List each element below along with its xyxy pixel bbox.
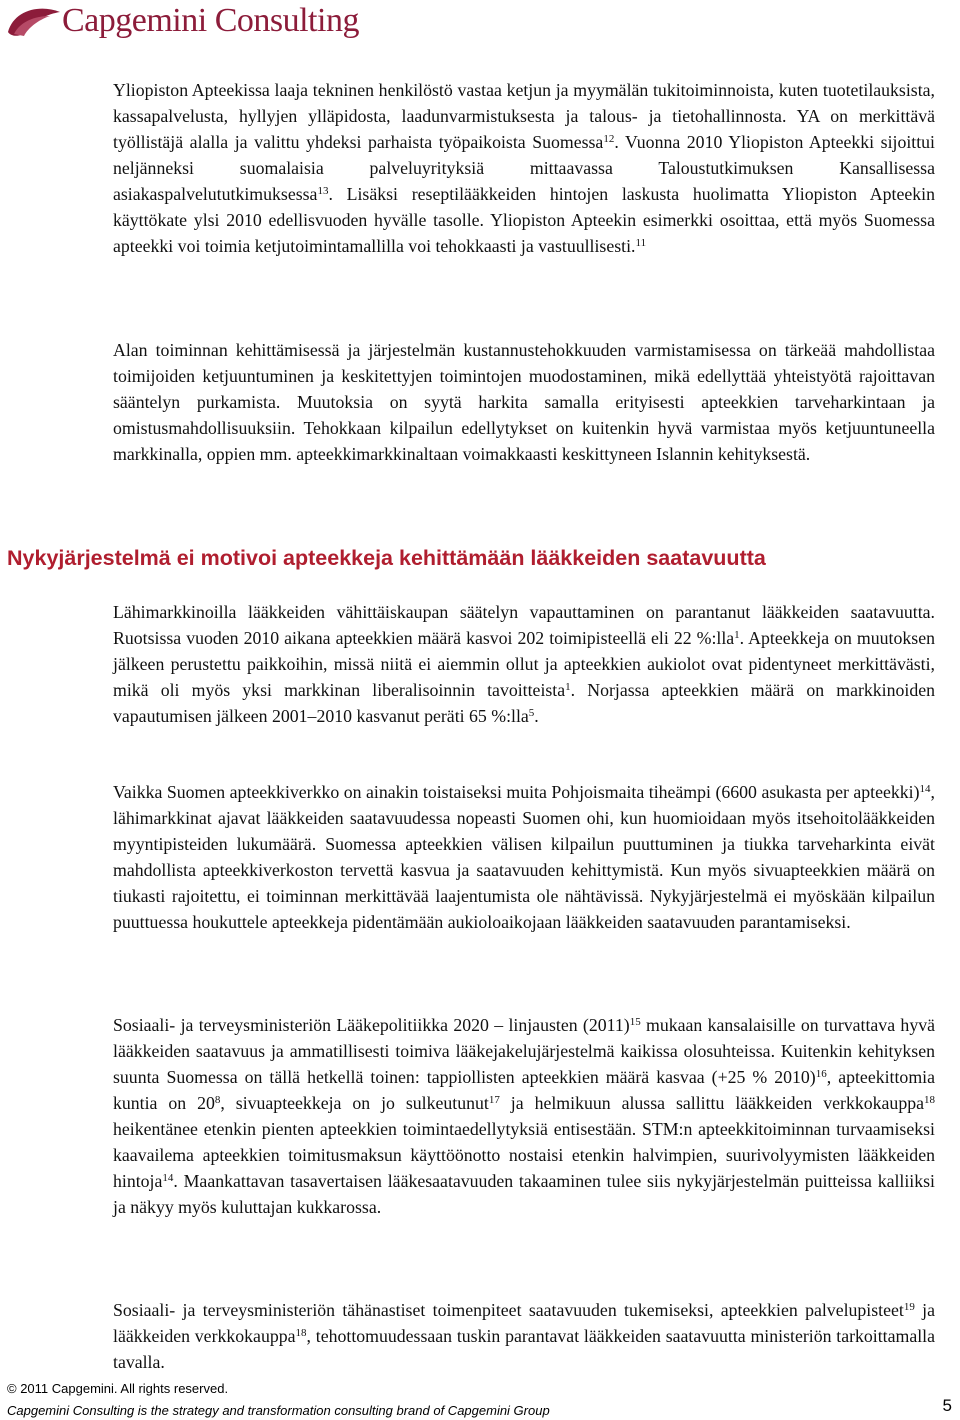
text-span: . Lisäksi reseptilääkkeiden hintojen laskusta huolimatta Yliopiston Apteekin käyttökate ylsi 2010 edellisvuoden hyvälle tasolle. Yliopiston Apteekin esimerkki osoittaa, että myös Suomessa apteekki voi toimia ketjutoimintamallilla voi tehokkaasti ja vastuullisesti. — [113, 184, 935, 256]
section-heading: Nykyjärjestelmä ei motivoi apteekkeja kehittämään lääkkeiden saatavuutta — [7, 546, 766, 570]
text-span: Alan toiminnan kehittämisessä ja järjestelmän kustannustehokkuuden varmistamisessa on tärkeää mahdollistaa toimijoiden ketjuuntuminen ja keskitettyjen toimintojen muodostaminen, mikä edellyttää yhteistyötä rajoittavan sääntelyn purkamista. Muutoksia on syytä harkita samalla erityisesti apteekkien tarveharkintaan ja omistusmahdollisuuksiin. Tehokkaan kilpailun edellytykset on kuitenkin hyvä varmistaa myös ketjuuntuneella markkinalla, oppien mm. apteekkimarkkinaltaan voimakkaasti keskittyneen Islannin kehityksestä. — [113, 340, 935, 464]
footnote-ref: 19 — [903, 1301, 915, 1313]
company-logo-text: Capgemini Consulting — [62, 2, 359, 39]
footnote-ref: 1 — [565, 681, 571, 693]
copyright-notice: © 2011 Capgemini. All rights reserved. — [7, 1381, 229, 1396]
text-span: , lähimarkkinat ajavat lääkkeiden saatavuudessa nopeasti Suomen ohi, kun huomioidaan myös itsehoitolääkkeiden myyntipisteiden lukumäärä. Suomessa apteekkien välisen kilpailun puuttuminen ja tiukka tarveharkinta eivät mahdollista apteekkiverkoston tervettä kasvua ja saatavuuden kehittymistä. Kun myös sivuapteekkien määrä on tiukasti rajoitettu, ei toiminnan merkittävää laajentumista ole nähtävissä. Nykyjärjestelmä ei myöskään kilpailun puuttuessa houkuttele apteekkeja pidentämään aukioloaikojaan lääkkeiden saatavuuden parantamiseksi. — [113, 782, 935, 932]
footnote-ref: 13 — [317, 185, 329, 197]
footnote-ref: 8 — [214, 1094, 221, 1106]
footnote-ref: 17 — [488, 1094, 500, 1106]
text-span: Sosiaali- ja terveysministeriön tähänastiset toimenpiteet saatavuuden tukemiseksi, apteekkien palvelupisteet — [113, 1300, 904, 1320]
text-span: ja lääkkeiden verkkokauppa — [113, 1300, 935, 1346]
footnote-ref: 18 — [295, 1327, 307, 1339]
text-span: Lähimarkkinoilla lääkkeiden vähittäiskaupan säätelyn vapauttaminen on parantanut lääkkeiden saatavuutta. Ruotsissa vuoden 2010 aikana apteekkien määrä kasvoi 202 toimipisteellä eli 22 %:lla — [113, 602, 935, 648]
text-span: Vaikka Suomen apteekkiverkko on ainakin toistaiseksi muita Pohjoismaita tiheämpi (6600 asukasta per apteekki) — [113, 782, 920, 802]
footnote-ref: 11 — [635, 237, 647, 249]
text-span: . — [534, 706, 539, 726]
footnote-ref: 15 — [629, 1016, 641, 1028]
paragraph-sosiaali-ja-terveysministerion-linjaukset — [113, 1012, 935, 1220]
capgemini-spade-logo-icon — [4, 2, 62, 42]
page-header — [0, 0, 960, 50]
text-span: Yliopiston Apteekissa laaja tekninen henkilöstö vastaa ketjun ja myymälän tukitoiminnoista, kuten tuotetilauksista, kassapalvelusta, hyllyjen ylläpidosta, laadunvarmistuksesta ja talous- ja tietohallinnosta. YA on merkittävä työllistäjä alalla ja valittu yhdeksi parhaista työpaikoista Suomessa — [113, 80, 935, 152]
footnote-ref: 14 — [919, 783, 931, 795]
text-span: . Apteekkeja on muutoksen jälkeen perustettu paikkoihin, missä niitä ei aiemmin ollut ja apteekkien aukiolot ovat pidentyneet merkittävästi, mikä oli myös yksi markkinan liberalisoinnin tavoitteista — [113, 628, 935, 700]
text-span: Sosiaali- ja terveysministeriön Lääkepolitiikka 2020 – linjausten (2011) — [113, 1015, 630, 1035]
footnote-ref: 16 — [815, 1068, 827, 1080]
paragraph-sosiaali-ja-terveysministerion-toimenpiteet — [113, 1297, 935, 1375]
footer-tagline: Capgemini Consulting is the strategy and transformation consulting brand of Capgemini Group — [7, 1403, 550, 1418]
footnote-ref: 1 — [734, 629, 740, 641]
text-span: , sivuapteekkeja on jo sulkeutunut — [220, 1093, 489, 1113]
footnote-ref: 18 — [924, 1094, 935, 1106]
text-span: . Maankattavan tasavertaisen lääkesaatavuuden takaaminen tulee siis nykyjärjestelmän puitteissa kalliiksi ja näkyy myös kuluttajan kukkarossa. — [113, 1171, 935, 1217]
paragraph-yliopiston-apteekki — [113, 77, 935, 259]
text-span: , tehottomuudessaan tuskin parantavat lääkkeiden saatavuutta ministeriön tarkoittamalla tavalla. — [113, 1326, 935, 1372]
footnote-ref: 5 — [528, 707, 535, 719]
footnote-ref: 14 — [162, 1172, 174, 1184]
page-number: 5 — [942, 1396, 952, 1415]
text-span: heikentänee etenkin pienten apteekkien toimintaedellytyksiä entisestään. STM:n apteekkitoiminnan turvaamiseksi kaavailema apteekkien toimitusmaksun käyttöönotto nostaisi etenkin halvimpien, suurivolyymisten lääkkeiden hintoja — [113, 1119, 935, 1191]
text-span: ja helmikuun alussa sallittu lääkkeiden verkkokauppa — [499, 1093, 924, 1113]
paragraph-lahimarkkinoilla — [113, 599, 935, 729]
paragraph-vaikka-suomen — [113, 779, 935, 935]
paragraph-alan-toiminnan — [113, 337, 935, 467]
text-span: . Norjassa apteekkien määrä on markkinoiden vapautumisen jälkeen 2001–2010 kasvanut peräti 65 %:lla — [113, 680, 935, 726]
text-span: mukaan kansalaisille on turvattava hyvä lääkkeiden saatavuus ja ammatillisesti toimiva lääkejakelujärjestelmä kaikissa olosuhteissa. Kuitenkin kehityksen suunta Suomessa on tällä hetkellä toinen: tappiollisten apteekkien määrä kasvaa (+25 % 2010) — [113, 1015, 935, 1087]
footnote-ref: 12 — [603, 133, 615, 145]
text-span: , apteekittomia kuntia on 20 — [113, 1067, 935, 1113]
text-span: . Vuonna 2010 Yliopiston Apteekki sijoittui neljänneksi suomalaisia palveluyrityksiä mittaavassa Taloustutkimuksen Kansallisessa asiakaspalvelututkimuksessa — [113, 132, 935, 204]
